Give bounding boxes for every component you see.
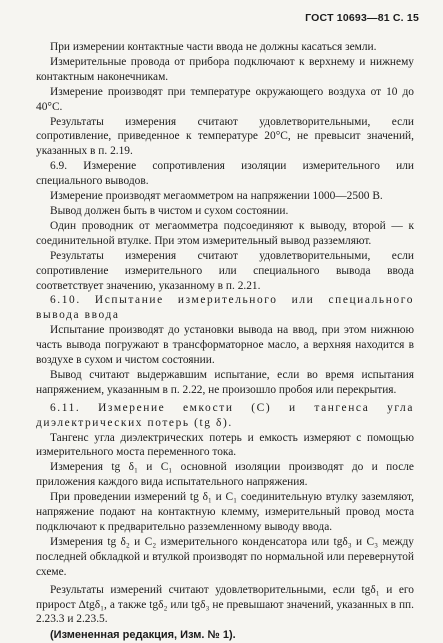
document-body: [36, 40, 414, 643]
page-header: ГОСТ 10693—81 С. 15: [305, 12, 419, 24]
paragraph: Результаты измерений считают удовлетворительными, если tgδ₁ и его прирост Δtgδ₁, а также tgδ₂ или tgδ₃ не превышают значений, указанных в пп. 2.23.3 и 2.23.5.: [36, 583, 414, 626]
paragraph: При проведении измерений tg δ₁ и C₁ соединительную втулку заземляют, напряжение подают на контактную клемму, измерительный провод моста подключают к предварительно разземленному выводу ввода.: [36, 491, 414, 533]
paragraph: Испытание производят до установки вывода на ввод, при этом нижнюю часть вывода погружают в трансформаторное масло, а верхняя находится в воздухе в сухом и чистом состоянии.: [36, 324, 414, 367]
paragraph: Измерения tg δ₁ и C₁ основной изоляции производят до и после приложения каждого вида испытательного напряжения.: [36, 461, 414, 489]
amendment-note: (Измененная редакция, Изм. № 1).: [50, 629, 236, 642]
paragraph: Измерительные провода от прибора подключают к верхнему и нижнему контактным наконечникам.: [36, 55, 414, 83]
paragraph: Измерения tg δ₂ и C₂ измерительного конденсатора или tgδ₃ и C₃ между последней обкладкой и втулкой производят по нормальной или перевернутой схеме.: [36, 535, 414, 578]
section-heading: 6.9. Измерение сопротивления изоляции измерительного или специального выводов.: [36, 160, 414, 188]
paragraph: Результаты измерения считают удовлетворительными, если сопротивление, приведенное к температуре 20°С, не превысит значений, указанных в п. 2.19.: [36, 115, 414, 158]
paragraph: Результаты измерения считают удовлетворительными, если сопротивление измерительного или специального вывода ввода соответствует значению, указанному в п. 2.21.: [36, 249, 414, 292]
paragraph: Тангенс угла диэлектрических потерь и емкость измеряют с помощью измерительного моста переменного тока.: [36, 431, 414, 459]
paragraph: Измерение производят при температуре окружающего воздуха от 10 до 40°С.: [36, 85, 414, 113]
section-heading: 6.11. Измерение емкости (C) и тангенса угла диэлектрических потерь (tg δ).: [36, 401, 414, 429]
paragraph: Один проводник от мегаомметра подсоединяют к выводу, второй — к соединительной втулке. При этом измерительный вывод разземляют.: [36, 219, 414, 247]
section-heading: 6.10. Испытание измерительного или специального вывода ввода: [36, 294, 414, 322]
paragraph: Вывод считают выдержавшим испытание, если во время испытания напряжением, указанным в п. 2.22, не произошло пробоя или перекрытия.: [36, 368, 414, 396]
paragraph: При измерении контактные части ввода не должны касаться земли.: [50, 41, 377, 53]
paragraph: Вывод должен быть в чистом и сухом состоянии.: [50, 204, 289, 217]
paragraph: Измерение производят мегаомметром на напряжении 1000—2500 В.: [50, 190, 383, 203]
